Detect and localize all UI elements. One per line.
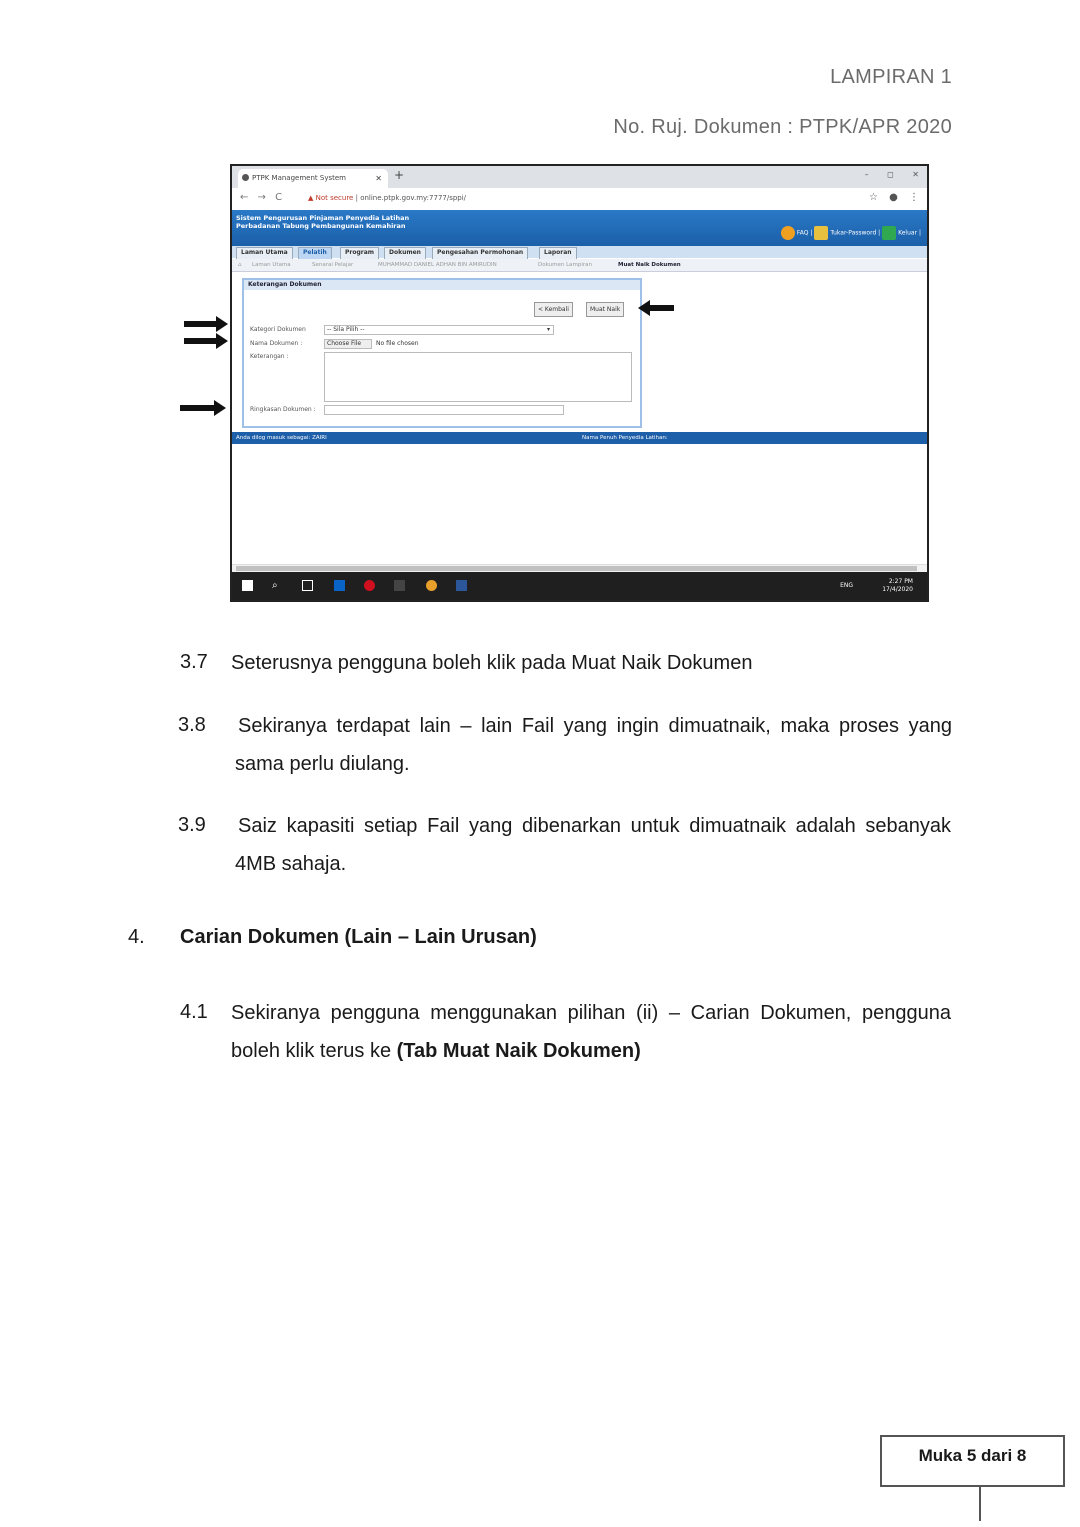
chevron-down-icon: ▾ (546, 326, 550, 333)
crumb-current: Muat Naik Dokumen (618, 262, 681, 268)
document-panel (242, 278, 642, 428)
language-indicator[interactable]: ENG (840, 582, 853, 589)
section-number: 4.1 (180, 1001, 208, 1023)
upload-button[interactable]: Muat Naik (586, 302, 624, 317)
no-file-text: No file chosen (376, 340, 419, 347)
document-name-label: Nama Dokumen : (250, 340, 303, 347)
logged-in-as: Anda dilog masuk sebagai: ZAIRI (236, 435, 327, 441)
faq-link[interactable]: FAQ (796, 229, 809, 237)
section-number: 3.8 (178, 714, 206, 736)
section-text: Sekiranya terdapat lain – lain Fail yang ingin dimuatnaik, maka proses yang sama perlu diulang. (235, 715, 952, 775)
category-value: -- Sila Pilih -- (327, 326, 365, 333)
panel-title: Keterangan Dokumen (244, 280, 640, 290)
menu-laporan[interactable]: Laporan (539, 247, 577, 260)
section-title: Carian Dokumen (Lain – Lain Urusan) (180, 926, 537, 948)
windows-start-icon[interactable] (242, 580, 253, 591)
not-secure-label: Not secure (315, 194, 354, 202)
menu-pelatih[interactable]: Pelatih (298, 247, 332, 260)
back-button[interactable]: < Kembali (534, 302, 573, 317)
menu-program[interactable]: Program (340, 247, 379, 260)
provider-name-label: Nama Penuh Penyedia Latihan: (582, 435, 668, 441)
crumb-attachments[interactable]: Dokumen Lampiran (538, 262, 593, 268)
xm-app-icon[interactable] (394, 580, 405, 591)
key-icon (814, 226, 828, 240)
window-controls[interactable]: – ◻ ✕ (864, 170, 919, 179)
summary-input[interactable] (324, 405, 564, 415)
arrow-right-icon (180, 405, 216, 411)
chrome-icon[interactable] (426, 580, 437, 591)
url-text: online.ptpk.gov.my:7777/sppi/ (360, 194, 467, 202)
crumb-student[interactable]: MUHAMMAD DANIEL ADHAN BIN AMIRUDIN (378, 262, 497, 268)
warning-icon: ▲ (308, 194, 316, 202)
browser-tab-bar (232, 166, 927, 188)
task-view-icon[interactable] (302, 580, 313, 591)
word-icon[interactable] (456, 580, 467, 591)
windows-taskbar (232, 572, 927, 600)
search-icon[interactable]: ⌕ (272, 580, 278, 591)
system-subtitle: Perbadanan Tabung Pembangunan Kemahiran (236, 222, 406, 230)
app-banner: Sistem Pengurusan Pinjaman Penyedia Latihan Perbadanan Tabung Pembangunan Kemahiran FAQ | Tukar-Password | Keluar | (232, 210, 927, 246)
globe-icon (242, 174, 249, 181)
outlook-icon[interactable] (334, 580, 345, 591)
tray-time: 2:27 PM (888, 578, 913, 585)
crumb-student-list[interactable]: Senarai Pelajar (312, 262, 354, 268)
attachment-label: LAMPIRAN 1 (830, 66, 952, 88)
logout-icon (882, 226, 896, 240)
category-select[interactable] (324, 325, 554, 335)
address-bar (232, 188, 927, 211)
url-field[interactable]: ▲ Not secure | online.ptpk.gov.my:7777/sppi/ (308, 194, 467, 202)
arrow-right-icon (184, 338, 218, 344)
page-number-box: Muka 5 dari 8 (880, 1435, 1065, 1487)
section-number: 3.7 (180, 651, 208, 673)
section-text (231, 994, 951, 1070)
system-title: Sistem Pengurusan Pinjaman Penyedia Latihan (236, 214, 410, 222)
section-text-plain: Sekiranya pengguna menggunakan pilihan (ii) – Carian Dokumen, pengguna boleh klik terus ke (231, 1002, 951, 1062)
section-number: 4. (128, 926, 145, 948)
document-reference: No. Ruj. Dokumen : PTPK/APR 2020 (613, 116, 952, 138)
section-text: Seterusnya pengguna boleh klik pada Muat Naik Dokumen (231, 652, 753, 674)
embedded-screenshot (230, 164, 929, 602)
section-text: Saiz kapasiti setiap Fail yang dibenarkan untuk dimuatnaik adalah sebanyak 4MB sahaja. (235, 815, 951, 875)
help-icon (781, 226, 795, 240)
category-label: Kategori Dokumen (250, 326, 306, 333)
summary-label: Ringkasan Dokumen : (250, 406, 316, 413)
new-tab-icon[interactable]: + (394, 168, 405, 182)
star-account-menu-icon[interactable]: ☆ ● ⋮ (868, 192, 919, 203)
arrow-left-icon (648, 305, 674, 311)
menu-laman-utama[interactable]: Laman Utama (236, 247, 293, 260)
arrow-right-icon (184, 321, 218, 327)
section-text-bold: (Tab Muat Naik Dokumen) (396, 1040, 641, 1062)
description-label: Keterangan : (250, 353, 289, 360)
tray-date: 17/4/2020 (882, 586, 913, 593)
status-bar (232, 432, 927, 444)
description-textarea[interactable] (324, 352, 632, 402)
scrollbar-thumb[interactable] (236, 566, 917, 571)
breadcrumb (232, 259, 927, 272)
opera-icon[interactable] (364, 580, 375, 591)
section-number: 3.9 (178, 814, 206, 836)
footer-divider (979, 1487, 981, 1521)
system-tray[interactable] (840, 578, 913, 594)
browser-tab[interactable] (238, 169, 388, 188)
menu-pengesahan[interactable]: Pengesahan Permohonan (432, 247, 528, 260)
choose-file-button[interactable]: Choose File (324, 339, 372, 349)
tab-title: PTPK Management System (252, 174, 346, 182)
close-tab-icon[interactable]: ✕ (375, 174, 382, 183)
home-icon: ⌂ (238, 262, 242, 268)
nav-buttons-icon[interactable]: ← → C (240, 192, 283, 203)
logout-link[interactable]: Keluar (898, 229, 918, 237)
change-password-link[interactable]: Tukar-Password (830, 229, 877, 237)
crumb-home[interactable]: Laman Utama (252, 262, 291, 268)
app-menu (232, 246, 927, 258)
menu-dokumen[interactable]: Dokumen (384, 247, 426, 260)
